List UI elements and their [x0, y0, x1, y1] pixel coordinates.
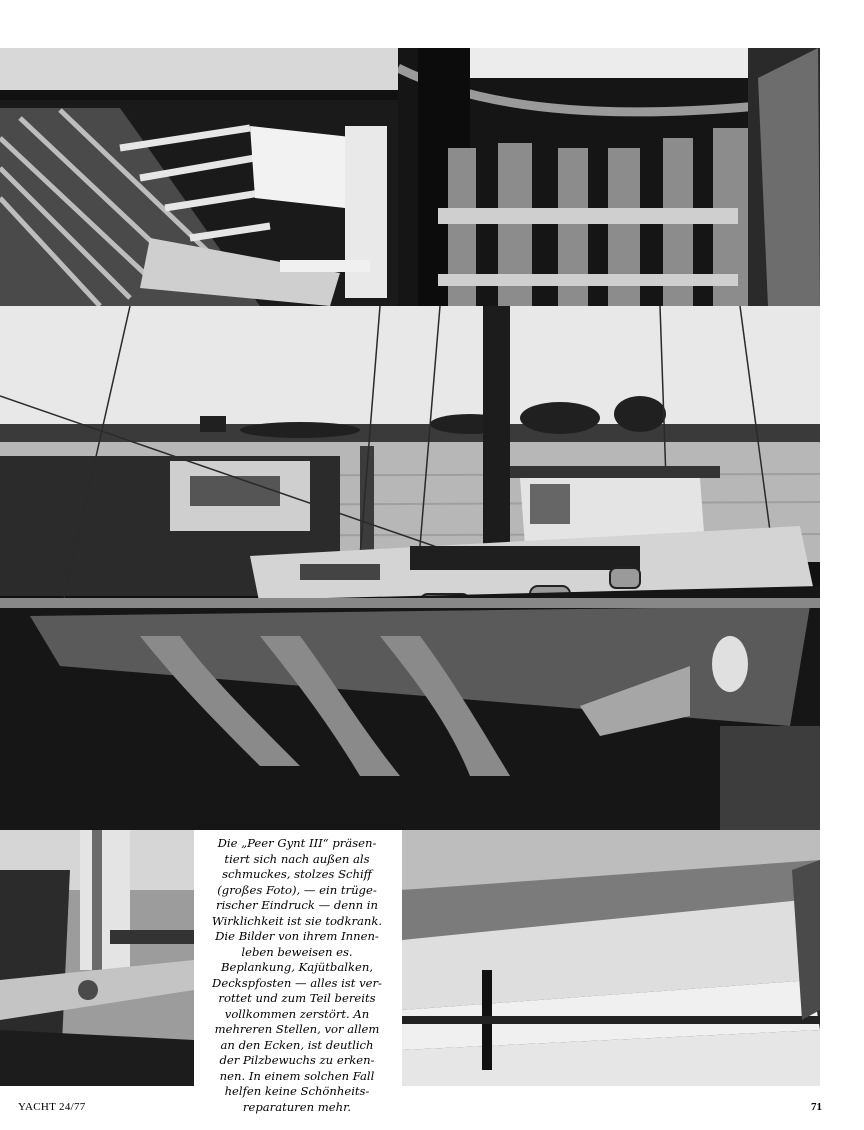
cabin-corner-rot-photo: [402, 830, 820, 1086]
caption-line: schmuckes, stolzes Schiff: [222, 867, 372, 881]
caption-line: leben beweisen es.: [241, 944, 353, 959]
deck-beams-photo: [398, 48, 820, 306]
page-number: 71: [811, 1101, 822, 1113]
photo-caption: [198, 836, 396, 1115]
caption-line: mehreren Stellen, vor allem: [214, 1022, 380, 1036]
caption-line: an den Ecken, ist deutlich: [220, 1037, 374, 1052]
deck-post-rot-photo: [0, 830, 194, 1086]
planking-interior-photo: [0, 48, 398, 306]
caption-line: rottet und zum Teil bereits: [218, 991, 376, 1005]
caption-line: helfen keine Schönheits-: [224, 1084, 370, 1098]
caption-line: Die „Peer Gynt III“ präsen-: [217, 836, 377, 850]
peer-gynt-hull-photo: [0, 306, 820, 830]
caption-line: Die Bilder von ihrem Innen-: [215, 929, 379, 943]
caption-line: Beplankung, Kajütbalken,: [220, 960, 373, 974]
caption-line: tiert sich nach außen als: [224, 851, 370, 866]
caption-line: Wirklichkeit ist sie todkrank.: [211, 913, 383, 928]
caption-line: nen. In einem solchen Fall: [219, 1068, 375, 1083]
caption-line: rischer Eindruck — denn in: [216, 898, 378, 912]
caption-line: vollkommen zerstört. An: [224, 1006, 370, 1021]
caption-line: der Pilzbewuchs zu erken-: [219, 1053, 375, 1067]
caption-line: (großes Foto), — ein trüge-: [217, 882, 377, 897]
caption-line: Deckspfosten — alles ist ver-: [212, 975, 382, 990]
caption-line: reparaturen mehr.: [242, 1099, 352, 1114]
publication-label: YACHT 24/77: [18, 1101, 86, 1113]
